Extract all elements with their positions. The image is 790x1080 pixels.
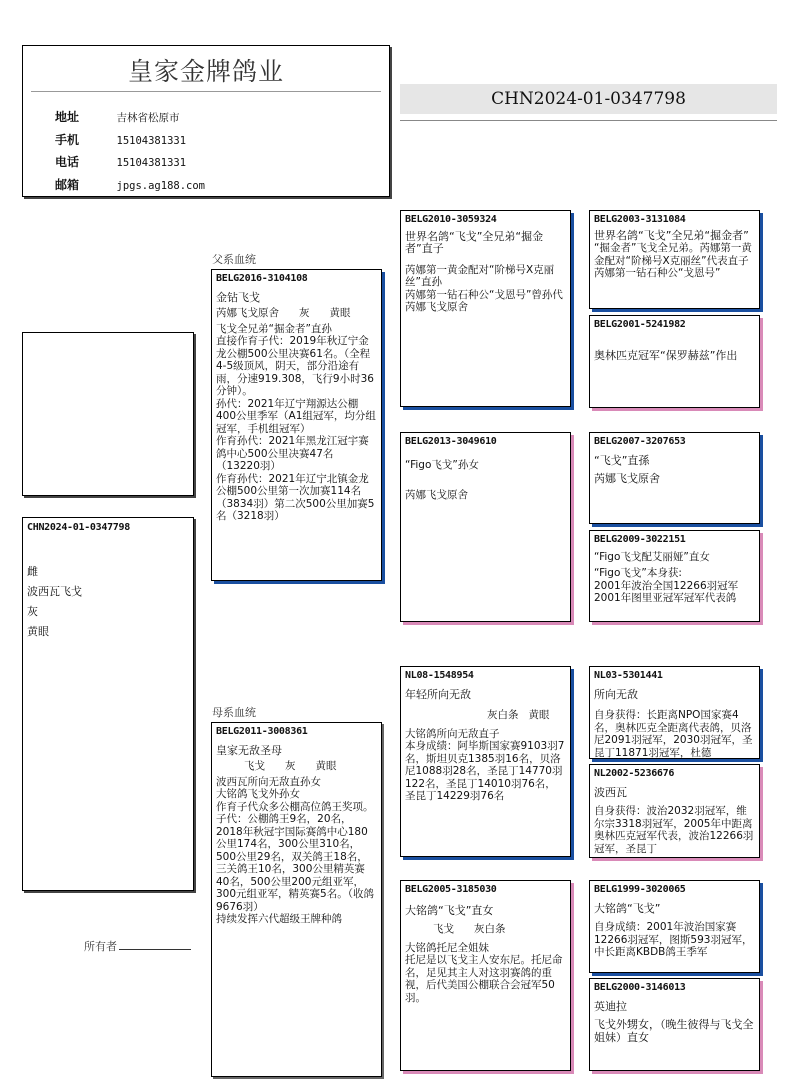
sss-note: 芮娜第一钻石种公“戈恩号” [594,267,721,279]
address-row [55,108,180,125]
dam-note: 波西瓦所向无敌直孙女 [216,775,321,788]
email-row [55,176,205,193]
dam-note: 持续发挥六代超级王牌种鸽 [216,913,342,925]
dss-ring: NL03-5301441 [594,670,663,681]
sire-sire-card [400,210,571,407]
sire-sire-sire-card [589,210,760,309]
dam-sire-dam-card [589,764,760,858]
sire-dam-note: 芮娜飞戈原舍 [405,489,468,501]
subject-ring: CHN2024-01-0347798 [27,522,130,533]
sds-ring: BELG2007-3207653 [594,436,686,447]
dam-ring: BELG2011-3008361 [216,726,308,737]
subject-eye: 黄眼 [27,625,49,638]
sire-note: 孙代：2021年辽宁翔源达公棚400公里季军（A1组冠军，均分组冠军，手机组冠军） [216,397,376,435]
phone-row [55,153,186,170]
dam-dam-note: 大铭鸽托尼全姐妹 [405,941,489,954]
dam-note: 子代：公棚鸽王9名，20名，2018年秋冠宇国际赛鸽中心180公里174名，300公里310名，500公里29名，双关鸽王18名，三关鸽王10名，300公里精英赛40名，500公里200元组亚军，300元组亚军，精英赛5名。（收鸽9676羽） [216,813,374,913]
sire-note: 直接作育子代：2019年秋辽宁金龙公棚500公里决赛61名。（全程4-5级顶风，阴天，部分沿途有雨，分速919.308，飞行9小时36分钟）。 [216,335,374,397]
dds-note: 自身成绩：2001年波治国家赛12266羽冠军，图斯593羽冠军，中长距离KBDB鸽王季军 [594,921,753,958]
sire-dam-dam-card [589,530,760,622]
dds-note: 大铭鸽“飞戈” [594,901,661,915]
dsd-ring: NL2002-5236676 [594,768,675,779]
dam-sire-attributes: 灰白条 黄眼 [487,709,550,721]
sss-ring: BELG2003-3131084 [594,214,686,225]
subject-sex: 雌 [27,565,38,578]
sire-dam-note: “Figo飞戈”孙女 [405,458,479,471]
dam-dam-dam-card [589,978,760,1071]
sss-note: 世界名鸽“飞戈”全兄弟“掘金者” [594,228,749,242]
dam-sire-note: 本身成绩：阿毕斯国家赛9103羽7名，斯坦贝克1385羽16名，贝洛尼1088羽28名，圣昆丁14770羽122名，圣昆丁14010羽76名，圣昆丁14229羽76名 [405,740,565,802]
sds-note: 芮娜飞戈原舍 [594,472,660,485]
sire-line-label: 父系血统 [212,253,256,266]
sds-note: “飞戈”直孫 [594,453,650,467]
subject-strain: 波西瓦飞戈 [27,585,82,598]
sire-sire-note: 芮娜第一黄金配对“阶梯号X克丽丝”直孙 [405,263,555,288]
divider [31,91,381,92]
sss-note: “掘金者”飞戈全兄弟。芮娜第一黄金配对“阶梯号X克丽丝”代表直子 [594,242,752,267]
owner-signature-line [119,939,191,950]
sire-name: 金钻飞戈 [216,290,260,304]
dam-dam-note: 托尼是以飞戈主人安东尼。托尼命名，足见其主人对这羽赛鸽的重视，后代美国公棚联合会冠军50羽。 [405,954,563,1004]
dam-dam-sire-card [589,880,760,973]
sire-sire-note: 世界名鸽“飞戈”全兄弟“掘金者”直子 [405,229,544,255]
dam-note: 作育子代众多公棚高位鸽王奖项。 [216,800,374,813]
mobile-value: 15104381331 [116,135,187,147]
phone-value: 15104381331 [116,157,187,169]
dam-dam-name: 大铭鸽“飞戈”直女 [405,903,494,917]
dds-ring: BELG1999-3020065 [594,884,686,895]
sire-dam-sire-card [589,432,760,524]
dam-dam-card [400,880,571,1071]
dam-name: 皇家无敌圣母 [216,743,282,757]
loft-title: 皇家金牌鸽业 [127,57,284,86]
ddd-ring: BELG2000-3146013 [594,982,686,993]
mobile-row [55,131,186,148]
email-value: jpgs.ag188.com [116,180,206,192]
loft-info-box [22,45,390,197]
dam-attributes: 飞戈 灰 黄眼 [244,760,337,772]
dsd-note: 自身获得：波治2032羽冠军，维尔宗3318羽冠军，2005年中距离奥林匹克冠军代表，波治12266羽冠军，圣昆丁 [594,805,754,855]
sire-note: 作育孙代：2021年黑龙江冠宇赛鸽中心500公里决赛47名（13220羽） [216,435,369,472]
dsd-note: 波西瓦 [594,785,627,799]
spacer [405,471,566,489]
sire-sire-dam-card [589,315,760,408]
sire-sire-note: 芮娜第一钻石种公“戈恩号”曾孙代 [405,288,563,301]
sire-dam-card [400,432,571,622]
dam-sire-sire-card [589,666,760,759]
address-label: 地址 [55,110,80,124]
email-label: 邮箱 [55,178,80,192]
subject-card [22,517,194,891]
dss-note: 所向无敌 [594,687,638,701]
dam-sire-name: 年轻所向无敌 [405,687,471,701]
sire-attributes: 芮娜飞戈原舍 灰 黄眼 [216,307,351,319]
ssd-note: 奥林匹克冠军“保罗赫兹”作出 [594,348,738,362]
sire-note: 飞戈全兄弟“掘金者”直孙 [216,322,332,335]
header-divider [400,120,777,121]
sire-sire-ring: BELG2010-3059324 [405,214,497,225]
dam-sire-ring: NL08-1548954 [405,670,474,681]
mobile-label: 手机 [55,133,80,147]
address-value: 吉林省松原市 [116,112,180,124]
sire-dam-ring: BELG2013-3049610 [405,436,497,447]
dam-dam-ring: BELG2005-3185030 [405,884,497,895]
dam-line-label: 母系血统 [212,706,256,719]
sire-ring: BELG2016-3104108 [216,273,308,284]
dam-sire-note: 大铭鸽所向无敌直子 [405,727,500,740]
dam-note: 大铭鸽飞戈外孙女 [216,788,300,800]
sdd-note: “Figo飞戈”本身获: [594,567,682,579]
sire-note: 作育孙代：2021年辽宁北镇金龙公棚500公里第一次加赛114名（3834羽）第二次500公里加赛5名（3218羽） [216,472,375,522]
spacer [405,256,566,264]
dss-note: 自身获得：长距离NPO国家赛4名，奥林匹克全距离代表鸽，贝洛尼2091羽冠军，2030羽冠军，圣昆丁11871羽冠军，杜德 [594,709,753,759]
sdd-ring: BELG2009-3022151 [594,534,686,545]
ssd-ring: BELG2001-5241982 [594,319,686,330]
phone-label: 电话 [55,155,80,169]
ddd-note: 飞戈外甥女，（晚生彼得与飞戈全姐妹）直女 [594,1018,754,1044]
ring-number-header: CHN2024-01-0347798 [400,84,777,114]
subject-color: 灰 [27,605,38,618]
sire-sire-note: 芮娜飞戈原舍 [405,301,468,313]
dam-sire-card [400,666,571,857]
dam-dam-attributes: 飞戈 灰白条 [433,923,506,935]
sdd-note: 2001年波治全国12266羽冠军 [594,579,739,592]
dam-card [211,722,382,1077]
pigeon-photo-frame [22,332,194,496]
owner-label: 所有者 [84,940,117,953]
sire-card [211,269,382,581]
owner-field [84,938,191,954]
sdd-note: 2001年图里亚冠军冠军代表鸽 [594,592,737,604]
ddd-note: 英迪拉 [594,999,627,1013]
sdd-note: “Figo飞戈配艾丽娅”直女 [594,550,710,563]
